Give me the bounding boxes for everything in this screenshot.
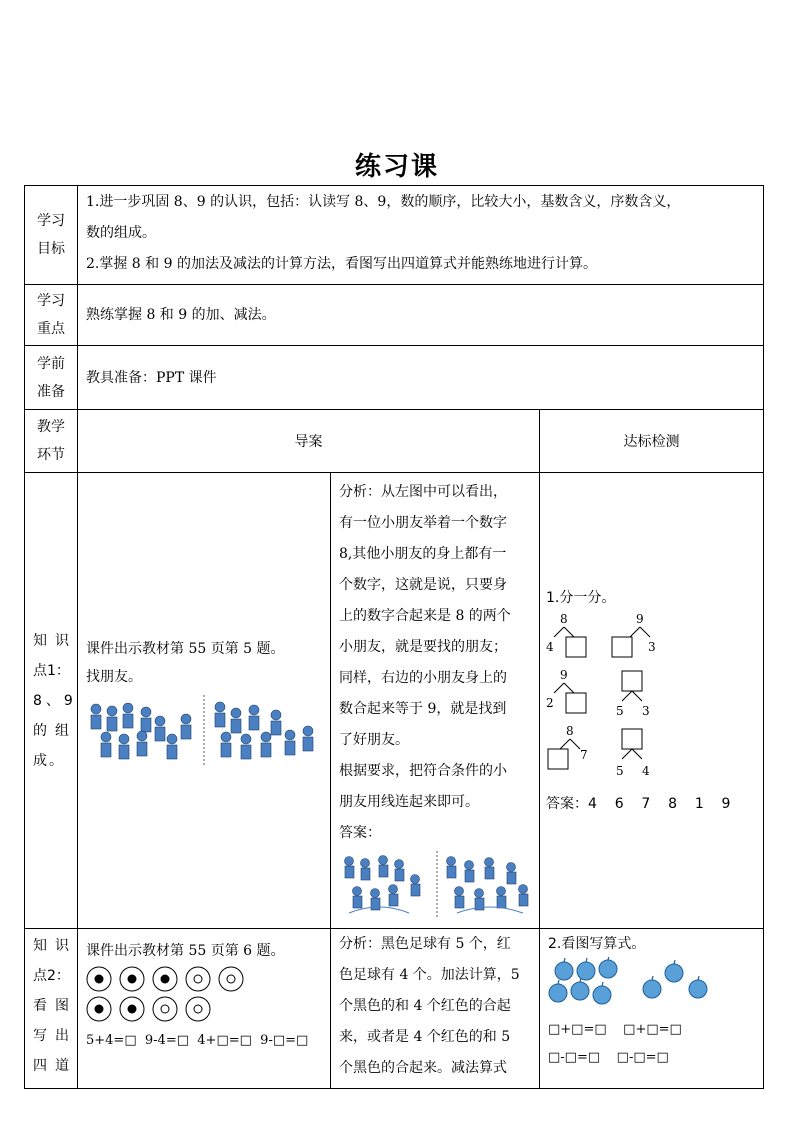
stage-label: 教学 环节 (25, 410, 78, 473)
tree5-right: 7 (580, 747, 588, 762)
tree6-left: 5 (616, 763, 624, 778)
row-kp2 (25, 929, 764, 1089)
tree4-left: 5 (616, 703, 624, 718)
tree3-top: 9 (560, 667, 568, 682)
guide-header: 导案 (78, 410, 540, 473)
row-focus (25, 285, 764, 346)
check-header: 达标检测 (540, 410, 764, 473)
kp1-analysis: 分析：从左图中可以看出， 有一位小朋友举着一个数字 8,其他小朋友的身上都有一 个数字，这就是说，只要身 上的数字合起来是 8 的两个 小朋友，就是要找的朋友； 同样，右边的小朋友身上的 数合起来等于 9，就是找到 了好朋友。 根据要求，把符合条件的小 朋友用线连起来即可。 答案： (331, 473, 540, 929)
goal-label: 学习 目标 (25, 186, 78, 285)
row-kp1 (25, 473, 764, 929)
kp1-label: 知识 点1： 8、9 的组 成。 (25, 473, 78, 929)
kp2-equations: 5+4=□ 9-4=□ 4+□=□ 9-□=□ (86, 1033, 309, 1048)
row-goal (25, 186, 764, 285)
kp2-analysis: 分析：黑色足球有 5 个，红 色足球有 4 个。加法计算，5 个黑色的和 4 个红色的合起 来，或者是 4 个红色的和 5 个黑色的合起来。减法算式 (331, 929, 540, 1089)
tree1-top: 8 (560, 611, 568, 626)
kp1-guide: 课件出示教材第 55 页第 5 题。 找朋友。 (78, 473, 331, 929)
focus-text: 熟练掌握 8 和 9 的加、减法。 (78, 285, 764, 346)
tree4-right: 3 (642, 703, 650, 718)
prep-label: 学前 准备 (25, 346, 78, 410)
tree6-right: 4 (642, 763, 650, 778)
kp2-check-sub: □-□=□ □-□=□ (548, 1050, 669, 1065)
soccer-balls (86, 965, 246, 1027)
tree1-left: 4 (546, 639, 554, 654)
split-trees (546, 611, 746, 791)
focus-label: 学习 重点 (25, 285, 78, 346)
kp2-check: 2.看图写算式。 □+□=□ □+□=□ □-□=□ □-□=□ (540, 929, 764, 1089)
apples-illustration (548, 957, 716, 1009)
kp1-answer: 答案：4 6 7 8 1 9 (546, 795, 731, 812)
prep-text: 教具准备：PPT 课件 (78, 346, 764, 410)
tree3-left: 2 (546, 695, 554, 710)
kp2-check-add: □+□=□ □+□=□ (548, 1022, 682, 1037)
row-header (25, 410, 764, 473)
kp2-label: 知识 点2： 看图 写出 四道 (25, 929, 78, 1089)
tree5-top: 8 (566, 723, 574, 738)
lesson-table (24, 185, 764, 1089)
goal-text: 1.进一步巩固 8、9 的认识，包括：认读写 8、9，数的顺序，比较大小，基数含义，序数含义， 数的组成。 2.掌握 8 和 9 的加法及减法的计算方法，看图写出四道算式并能熟练地进行计算。 (78, 186, 764, 285)
kp1-check: 1.分一分。 8 4 9 3 9 2 5 3 8 7 5 4 答案：4 6 7 8 1 9 (540, 473, 764, 929)
kp2-guide: 课件出示教材第 55 页第 6 题。 5+4=□ 9-4=□ 4+□=□ 9-□=□ (78, 929, 331, 1089)
tree2-top: 9 (636, 611, 644, 626)
row-prep (25, 346, 764, 410)
kids-illustration (86, 691, 322, 767)
page-title: 练习课 (354, 152, 439, 182)
answer-illustration (339, 849, 535, 921)
tree2-right: 3 (648, 639, 656, 654)
